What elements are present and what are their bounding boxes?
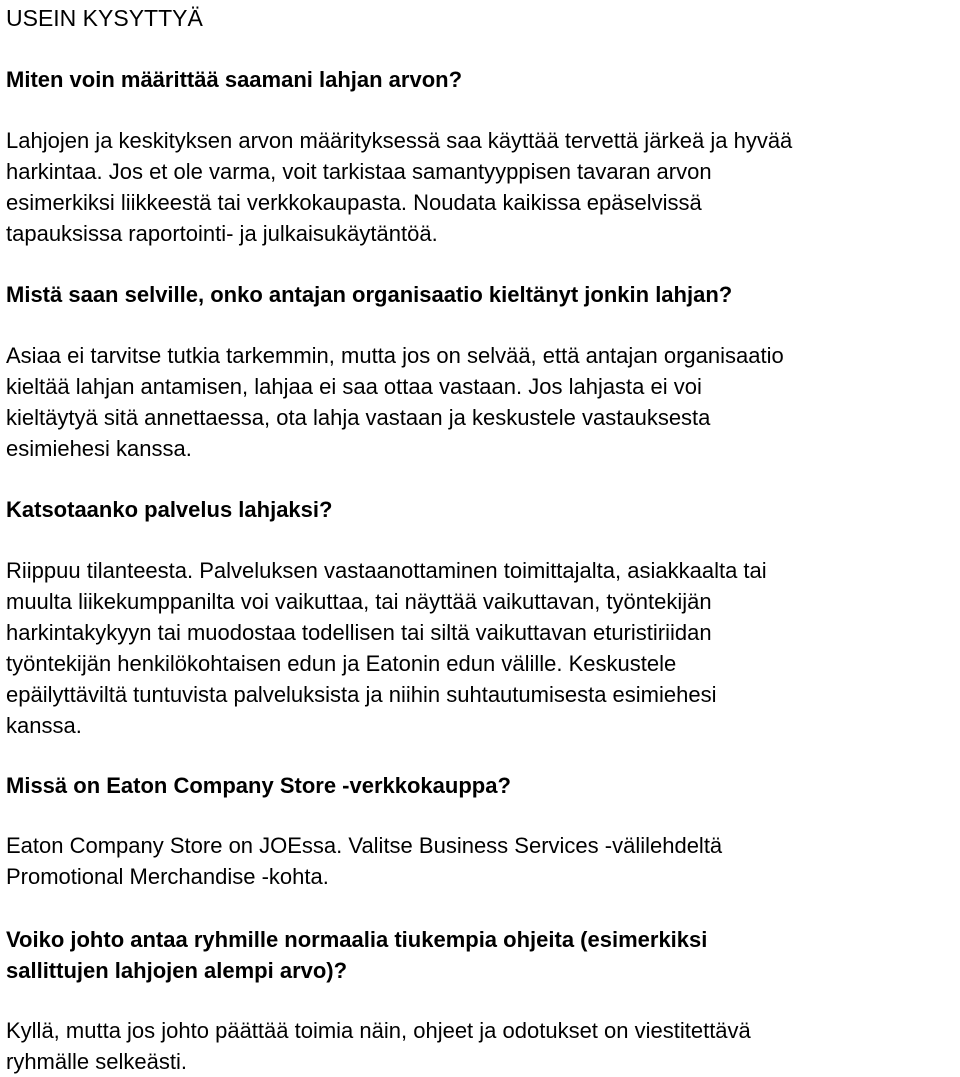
faq-question-4: [6, 770, 511, 801]
faq-answer-1: [6, 125, 956, 249]
question-line: sallittujen lahjojen alempi arvo)?: [6, 958, 348, 983]
answer-line: Promotional Merchandise -kohta.: [6, 864, 329, 889]
question-line: Mistä saan selville, onko antajan organisaatio kieltänyt jonkin lahjan?: [6, 282, 733, 307]
answer-line: Riippuu tilanteesta. Palveluksen vastaanottaminen toimittajalta, asiakkaalta tai: [6, 558, 767, 583]
faq-question-3: [6, 494, 332, 525]
faq-answer-2: [6, 340, 956, 464]
question-line: Katsotaanko palvelus lahjaksi?: [6, 497, 333, 522]
answer-line: Asiaa ei tarvitse tutkia tarkemmin, mutta jos on selvää, että antajan organisaatio: [6, 343, 784, 368]
answer-line: esimiehesi kanssa.: [6, 436, 192, 461]
answer-line: tapauksissa raportointi- ja julkaisukäytäntöä.: [6, 221, 438, 246]
faq-question-1: [6, 64, 462, 95]
answer-line: epäilyttäviltä tuntuvista palveluksista ja niihin suhtautumisesta esimiehesi: [6, 682, 717, 707]
faq-question-2: [6, 279, 732, 310]
answer-line: kanssa.: [6, 713, 82, 738]
answer-line: esimerkiksi liikkeestä tai verkkokaupasta. Noudata kaikissa epäselvissä: [6, 190, 702, 215]
answer-line: ryhmälle selkeästi.: [6, 1049, 187, 1074]
answer-line: kieltää lahjan antamisen, lahjaa ei saa ottaa vastaan. Jos lahjasta ei voi: [6, 374, 702, 399]
answer-line: kieltäytyä sitä annettaessa, ota lahja vastaan ja keskustele vastauksesta: [6, 405, 711, 430]
page-title: USEIN KYSYTTYÄ: [6, 5, 203, 31]
answer-line: harkintakykyyn tai muodostaa todellisen tai siltä vaikuttavan eturistiriidan: [6, 620, 712, 645]
answer-line: Lahjojen ja keskityksen arvon määrityksessä saa käyttää tervettä järkeä ja hyvää: [6, 128, 793, 153]
faq-question-5: [6, 924, 707, 986]
faq-answer-5: [6, 1015, 956, 1077]
answer-line: Eaton Company Store on JOEssa. Valitse Business Services -välilehdeltä: [6, 833, 723, 858]
answer-line: muulta liikekumppanilta voi vaikuttaa, tai näyttää vaikuttavan, työntekijän: [6, 589, 712, 614]
answer-line: Kyllä, mutta jos johto päättää toimia näin, ohjeet ja odotukset on viestitettävä: [6, 1018, 751, 1043]
faq-answer-3: [6, 555, 956, 741]
question-line: Voiko johto antaa ryhmille normaalia tiukempia ohjeita (esimerkiksi: [6, 927, 708, 952]
question-line: Miten voin määrittää saamani lahjan arvon?: [6, 67, 463, 92]
faq-answer-4: [6, 830, 956, 892]
answer-line: työntekijän henkilökohtaisen edun ja Eatonin edun välille. Keskustele: [6, 651, 677, 676]
answer-line: harkintaa. Jos et ole varma, voit tarkistaa samantyyppisen tavaran arvon: [6, 159, 712, 184]
question-line: Missä on Eaton Company Store -verkkokauppa?: [6, 773, 511, 798]
